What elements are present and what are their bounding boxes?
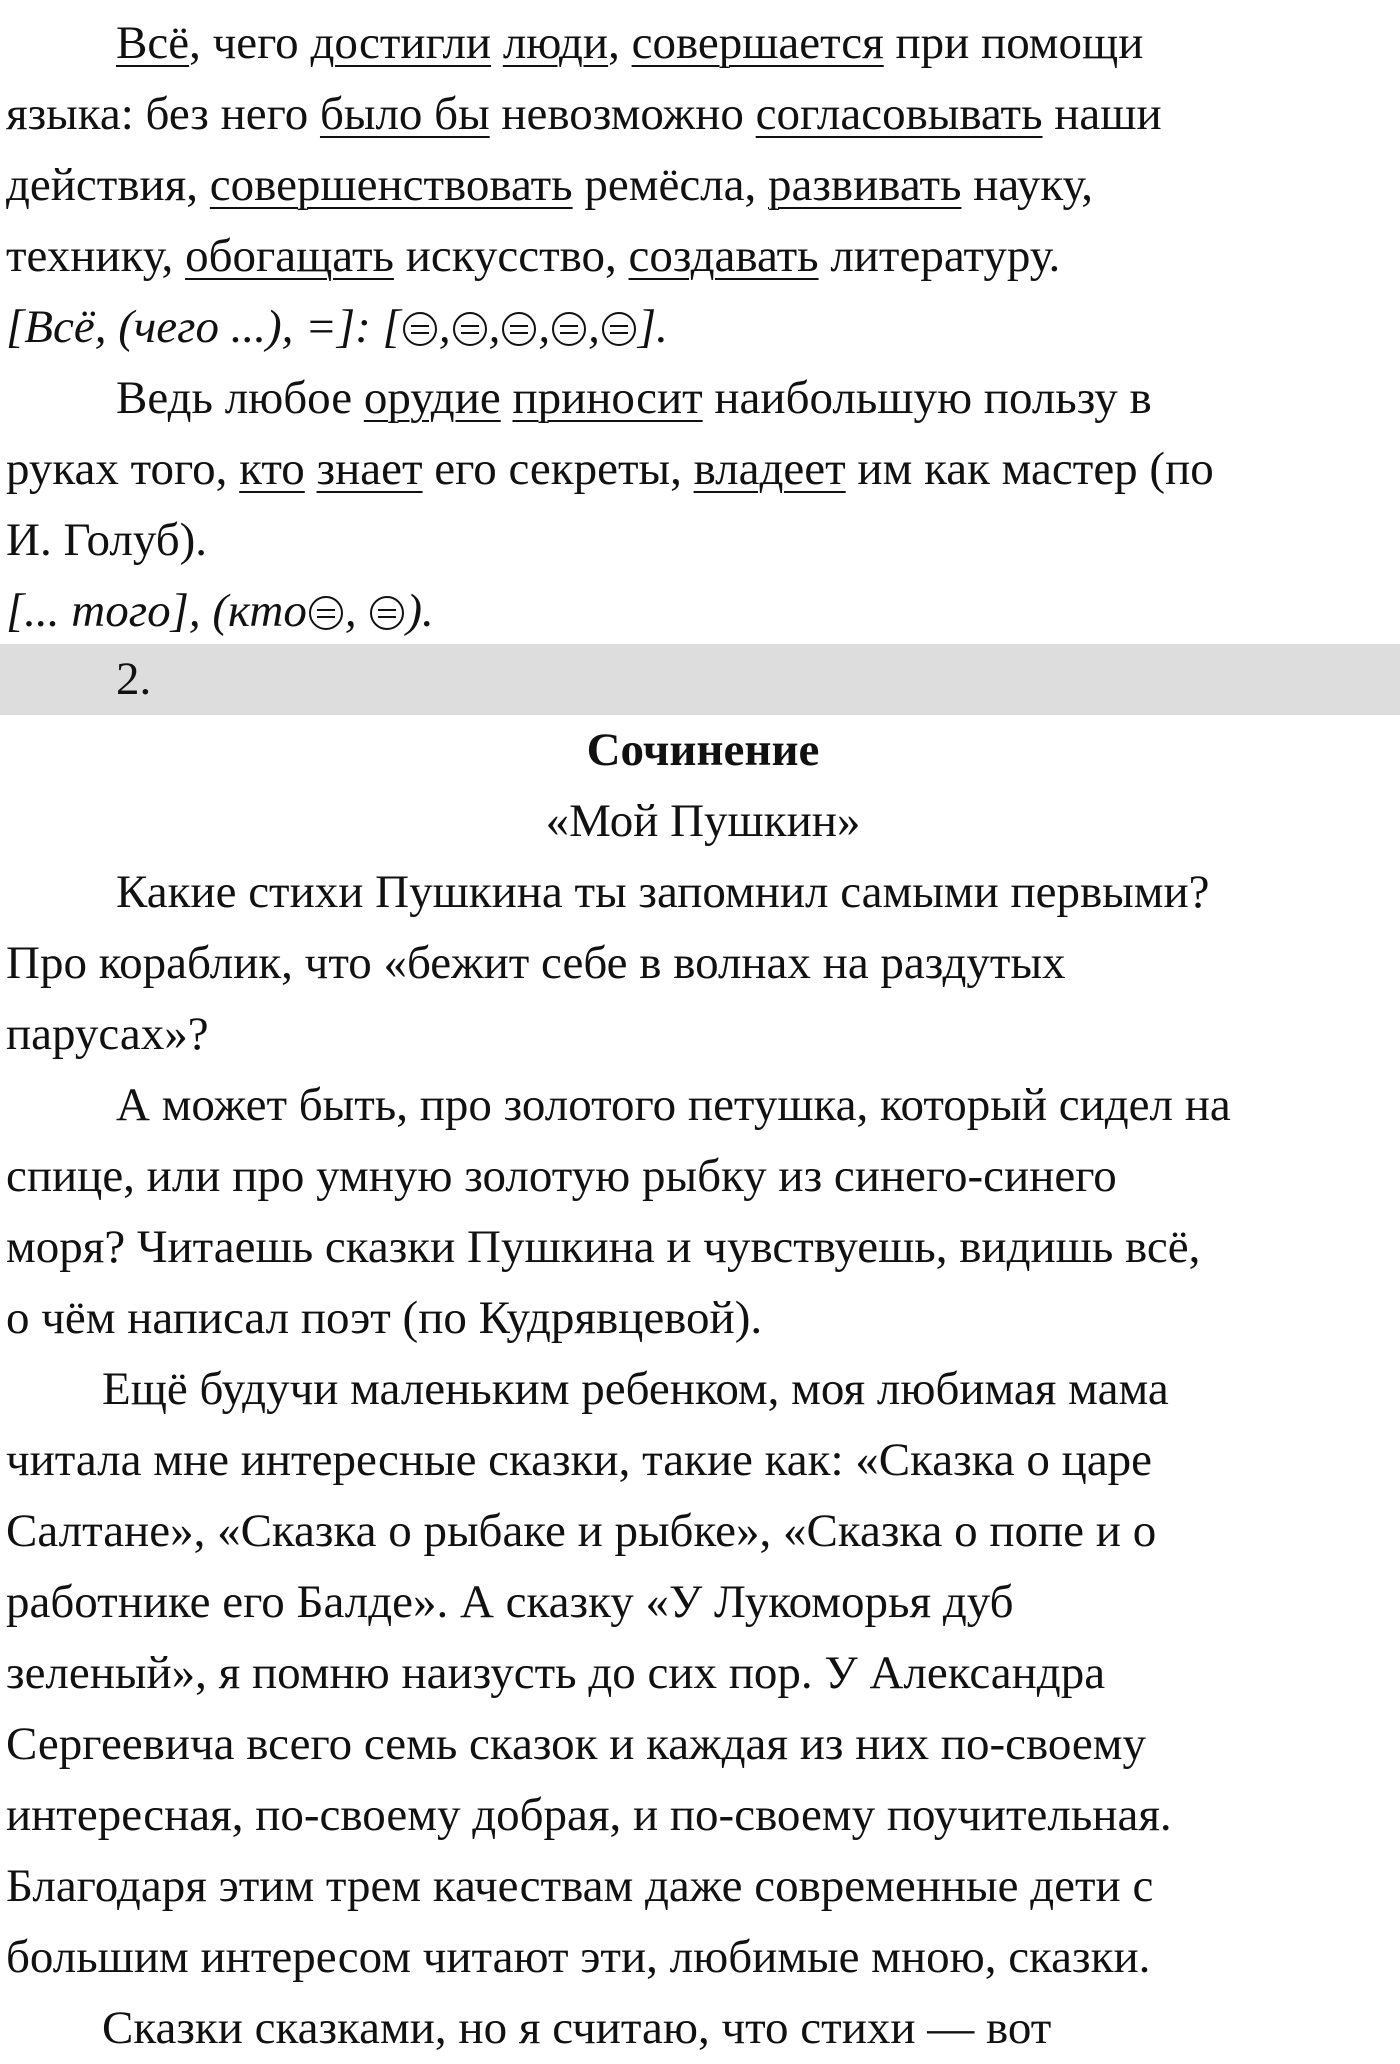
essay-line: Про кораблик, что «бежит себе в волнах на раздутых: [6, 937, 1066, 989]
essay-line: Ещё будучи маленьким ребенком, моя любимая мама: [102, 1363, 1169, 1415]
underlined-predicate: согласовывать: [755, 88, 1043, 140]
underlined-predicate: обогащать: [185, 230, 394, 282]
predicate-circle-icon: [552, 312, 586, 346]
underlined-subject: кто: [239, 443, 305, 495]
essay-line: Какие стихи Пушкина ты запомнил самыми первыми?: [116, 866, 1210, 918]
text-line: Всё, чего достигли люди, совершается при помощи: [116, 17, 1144, 69]
text-line: языка: без него было бы невозможно согласовывать наши: [6, 88, 1162, 140]
underlined-subject: люди: [502, 17, 609, 69]
predicate-circle-icon: [502, 312, 536, 346]
underlined-subject: орудие: [363, 372, 501, 424]
predicate-circle-icon: [403, 312, 437, 346]
text-line: технику, обогащать искусство, создавать литературу.: [6, 230, 1061, 282]
essay-line: Благодаря этим трем качествам даже современные дети с: [6, 1860, 1154, 1912]
essay-line: моря? Читаешь сказки Пушкина и чувствуешь, видишь всё,: [6, 1221, 1201, 1273]
essay-line: большим интересом читают эти, любимые мною, сказки.: [6, 1931, 1151, 1983]
predicate-circle-icon: [309, 596, 343, 630]
essay-line: работнике его Балде». А сказку «У Лукоморья дуб: [6, 1576, 1014, 1628]
paragraph-language: [6, 8, 1400, 647]
predicate-circle-icon: [370, 596, 404, 630]
underlined-subject: Всё: [116, 17, 190, 69]
essay-line: о чём написал поэт (по Кудрявцевой).: [6, 1292, 763, 1344]
underlined-predicate: развивать: [768, 159, 962, 211]
essay-line: интересная, по-своему добрая, и по-своему поучительная.: [6, 1789, 1172, 1841]
essay-line: А может быть, про золотого петушка, который сидел на: [116, 1079, 1231, 1131]
text-line: Ведь любое орудие приносит наибольшую пользу в: [116, 372, 1152, 424]
essay-heading: Сочинение: [586, 724, 820, 776]
sentence-scheme: [Всё, (чего ...), =]: [ , , , , ].: [6, 301, 668, 353]
sentence-scheme: [... того], (кто , ).: [6, 585, 434, 637]
text-line: руках того, кто знает его секреты, владеет им как мастер (по: [6, 443, 1214, 495]
essay-line: Сказки сказками, но я считаю, что стихи — вот: [102, 2002, 1052, 2054]
section-band: [0, 644, 1400, 715]
predicate-circle-icon: [602, 312, 636, 346]
essay-line: зеленый», я помню наизусть до сих пор. У Александра: [6, 1647, 1106, 1699]
section-number: 2.: [116, 653, 152, 705]
text-line: действия, совершенствовать ремёсла, развивать науку,: [6, 159, 1094, 211]
essay-line: парусах»?: [6, 1008, 209, 1060]
underlined-predicate: совершается: [631, 17, 884, 69]
essay-line: читала мне интересные сказки, такие как: «Сказка о царе: [6, 1434, 1153, 1486]
underlined-predicate: владеет: [693, 443, 846, 495]
essay-line: Сергеевича всего семь сказок и каждая из них по-своему: [6, 1718, 1147, 1770]
underlined-predicate: достигли: [310, 17, 492, 69]
underlined-predicate: совершенствовать: [209, 159, 573, 211]
predicate-circle-icon: [453, 312, 487, 346]
essay-line: Салтане», «Сказка о рыбаке и рыбке», «Сказка о попе и о: [6, 1505, 1157, 1557]
text-line: И. Голуб).: [6, 514, 208, 566]
essay-line: спице, или про умную золотую рыбку из синего-синего: [6, 1150, 1117, 1202]
underlined-predicate: знает: [316, 443, 423, 495]
underlined-predicate: было бы: [319, 88, 490, 140]
underlined-predicate: приносит: [512, 372, 703, 424]
essay-title: «Мой Пушкин»: [545, 795, 861, 847]
underlined-predicate: создавать: [628, 230, 819, 282]
essay: [6, 715, 1400, 2064]
